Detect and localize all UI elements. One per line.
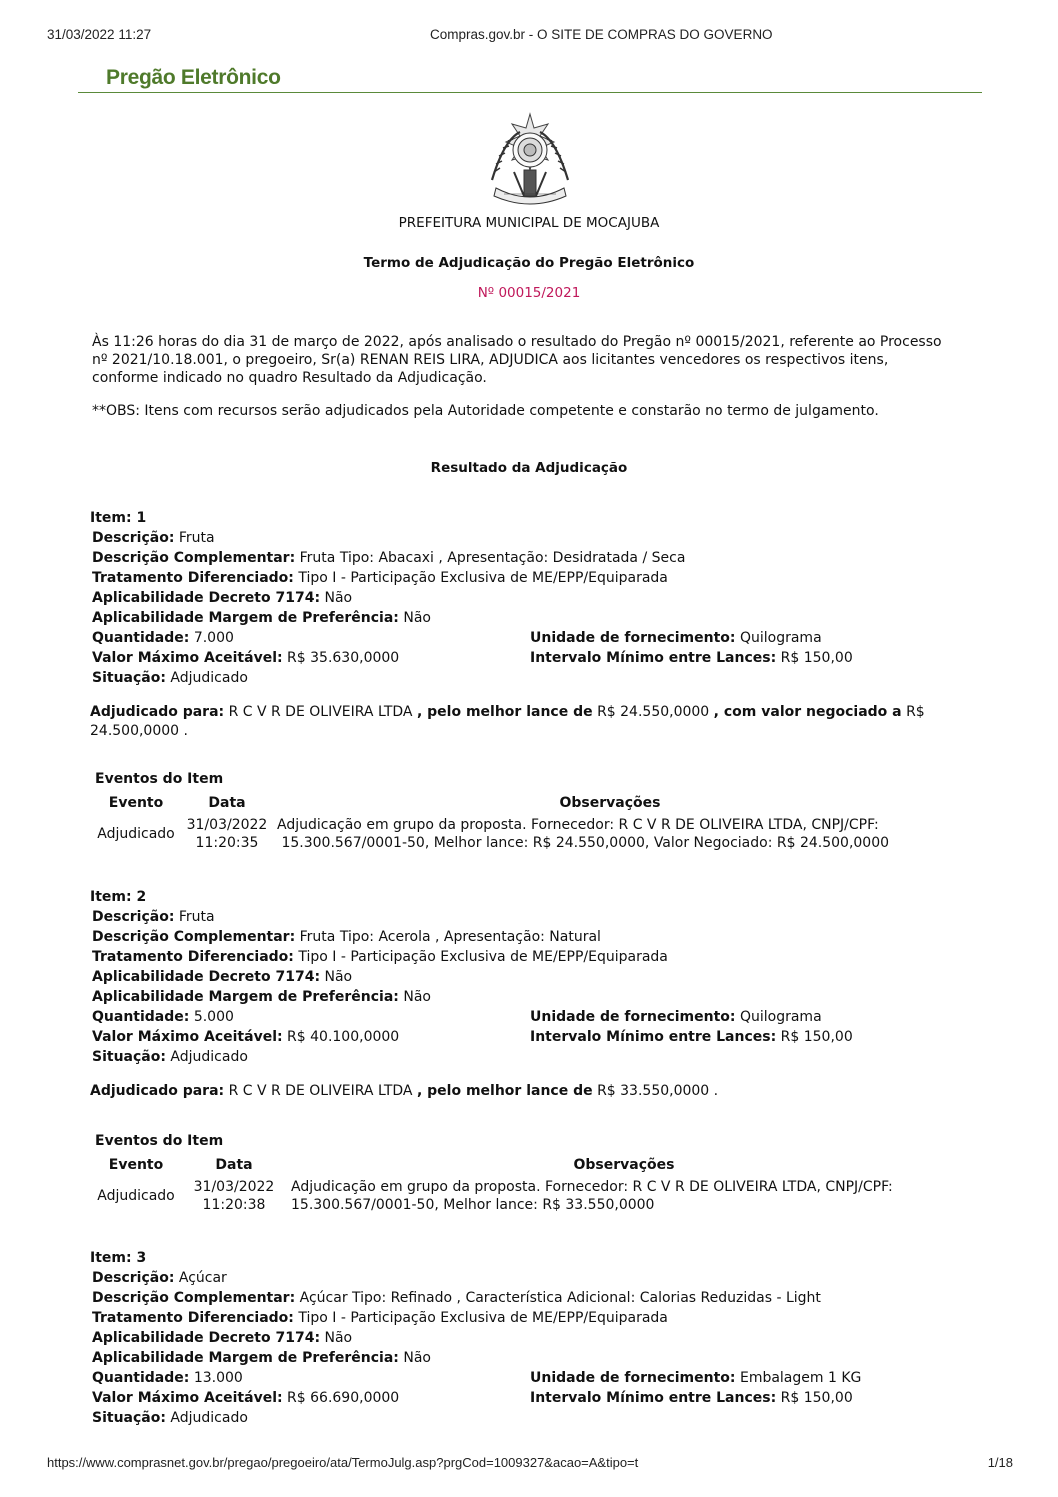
label: Descrição Complementar: <box>92 1290 296 1306</box>
table-header-row <box>92 1156 960 1177</box>
item-block-1 <box>92 508 992 688</box>
negotiated-value: R$ 24.500,0000 . <box>90 704 925 739</box>
obs-line: Adjudicação em grupo da proposta. Fornecedor: R C V R DE OLIVEIRA LTDA, CNPJ/CPF: <box>291 1179 893 1195</box>
print-site-title: Compras.gov.br - O SITE DE COMPRAS DO GOVERNO <box>430 27 773 42</box>
item-adjudication <box>90 1082 980 1101</box>
label: , com valor negociado a <box>713 704 902 720</box>
label: Descrição: <box>92 530 175 546</box>
label: Quantidade: <box>92 1370 190 1386</box>
label: Descrição Complementar: <box>92 550 296 566</box>
label: Tratamento Diferenciado: <box>92 570 294 586</box>
item-title: Item: 1 <box>90 510 147 526</box>
event-date-day: 31/03/2022 <box>193 1179 275 1195</box>
event-name: Adjudicado <box>97 826 175 842</box>
item-treatment: Tipo I - Participação Exclusiva de ME/EPP/Equiparada <box>298 949 668 965</box>
column-header: Observações <box>559 795 661 811</box>
event-date-day: 31/03/2022 <box>186 817 268 833</box>
item-decree: Não <box>324 590 353 606</box>
label: Aplicabilidade Decreto 7174: <box>92 590 321 606</box>
label: Unidade de fornecimento: <box>530 630 736 646</box>
obs-line: 15.300.567/0001-50, Melhor lance: R$ 33.550,0000 <box>291 1197 655 1213</box>
label: Intervalo Mínimo entre Lances: <box>530 1029 777 1045</box>
page-number: 1/18 <box>987 1455 1013 1470</box>
item-max-value: R$ 40.100,0000 <box>287 1029 400 1045</box>
label: Quantidade: <box>92 1009 190 1025</box>
item-complementary-description: Fruta Tipo: Abacaxi , Apresentação: Desidratada / Seca <box>299 550 686 566</box>
table-row <box>92 1177 960 1215</box>
item-block-2 <box>92 887 992 1067</box>
column-header: Evento <box>108 1157 164 1173</box>
events-title: Eventos do Item <box>95 1133 224 1149</box>
item-description: Açúcar <box>178 1270 227 1286</box>
label: Valor Máximo Aceitável: <box>92 1390 283 1406</box>
result-title: Resultado da Adjudicação <box>430 460 628 476</box>
best-bid: R$ 33.550,0000 . <box>597 1083 719 1099</box>
item-bid-interval: R$ 150,00 <box>780 650 853 666</box>
item-decree: Não <box>324 1330 353 1346</box>
label: Aplicabilidade Margem de Preferência: <box>92 989 399 1005</box>
supplier-name: R C V R DE OLIVEIRA LTDA <box>228 704 413 720</box>
label: Aplicabilidade Decreto 7174: <box>92 1330 321 1346</box>
item-quantity: 13.000 <box>193 1370 243 1386</box>
label: , pelo melhor lance de <box>416 704 593 720</box>
document-number: Nº 00015/2021 <box>477 285 581 301</box>
item-unit: Quilograma <box>739 1009 822 1025</box>
intro-paragraph: Às 11:26 horas do dia 31 de março de 2022, após analisado o resultado do Pregão nº 00015/2021, referente ao Processo nº 2021/10.18.001, o pregoeiro, Sr(a) RENAN REIS LIRA, ADJUDICA aos licitantes vencedores os respectivos itens, conforme indicado no quadro Resultado da Adjudicação. <box>92 334 942 386</box>
print-datetime: 31/03/2022 11:27 <box>47 27 152 42</box>
label: Descrição: <box>92 909 175 925</box>
column-header: Evento <box>108 795 164 811</box>
item-title: Item: 2 <box>90 889 147 905</box>
item-block-3 <box>92 1248 992 1428</box>
item-complementary-description: Fruta Tipo: Acerola , Apresentação: Natural <box>299 929 601 945</box>
item-description: Fruta <box>178 909 215 925</box>
item-quantity: 5.000 <box>193 1009 234 1025</box>
table-header-row <box>92 794 946 815</box>
label: Intervalo Mínimo entre Lances: <box>530 650 777 666</box>
item-max-value: R$ 35.630,0000 <box>287 650 400 666</box>
document-title: Termo de Adjudicação do Pregão Eletrônico <box>363 255 695 271</box>
event-date <box>180 1177 288 1215</box>
item-bid-interval: R$ 150,00 <box>780 1029 853 1045</box>
coat-of-arms-icon <box>484 110 576 210</box>
events-table <box>92 1156 960 1215</box>
item-margin: Não <box>403 989 431 1005</box>
item-bid-interval: R$ 150,00 <box>780 1390 853 1406</box>
label: Descrição Complementar: <box>92 929 296 945</box>
item-quantity: 7.000 <box>193 630 234 646</box>
label: Adjudicado para: <box>90 704 225 720</box>
label: Valor Máximo Aceitável: <box>92 1029 283 1045</box>
obs-line: Adjudicação em grupo da proposta. Fornecedor: R C V R DE OLIVEIRA LTDA, CNPJ/CPF: <box>277 817 879 833</box>
label: Descrição: <box>92 1270 175 1286</box>
label: Situação: <box>92 1410 166 1426</box>
item-unit: Quilograma <box>739 630 822 646</box>
item-decree: Não <box>324 969 353 985</box>
item-title: Item: 3 <box>90 1250 147 1266</box>
label: Aplicabilidade Margem de Preferência: <box>92 1350 399 1366</box>
label: Situação: <box>92 670 166 686</box>
label: Situação: <box>92 1049 166 1065</box>
event-name: Adjudicado <box>97 1188 175 1204</box>
label: Unidade de fornecimento: <box>530 1009 736 1025</box>
events-table <box>92 794 946 853</box>
label: Unidade de fornecimento: <box>530 1370 736 1386</box>
label: Adjudicado para: <box>90 1083 225 1099</box>
label: Tratamento Diferenciado: <box>92 949 294 965</box>
item-margin: Não <box>403 1350 431 1366</box>
item-status: Adjudicado <box>170 1410 248 1426</box>
table-row <box>92 815 946 853</box>
events-title: Eventos do Item <box>95 771 224 787</box>
item-status: Adjudicado <box>170 670 248 686</box>
label: , pelo melhor lance de <box>416 1083 593 1099</box>
supplier-name: R C V R DE OLIVEIRA LTDA <box>228 1083 413 1099</box>
event-observation <box>274 815 946 853</box>
column-header: Data <box>215 1157 253 1173</box>
item-adjudication <box>90 703 980 741</box>
event-date-time: 11:20:35 <box>195 835 259 851</box>
title-divider <box>78 92 982 93</box>
event-date <box>180 815 274 853</box>
item-unit: Embalagem 1 KG <box>739 1370 862 1386</box>
item-treatment: Tipo I - Participação Exclusiva de ME/EPP/Equiparada <box>298 1310 668 1326</box>
page-title: Pregão Eletrônico <box>106 66 281 89</box>
column-header: Data <box>208 795 246 811</box>
item-status: Adjudicado <box>170 1049 248 1065</box>
column-header: Observações <box>573 1157 675 1173</box>
item-treatment: Tipo I - Participação Exclusiva de ME/EPP/Equiparada <box>298 570 668 586</box>
organization-name: PREFEITURA MUNICIPAL DE MOCAJUBA <box>398 215 660 231</box>
label: Aplicabilidade Decreto 7174: <box>92 969 321 985</box>
print-url: https://www.comprasnet.gov.br/pregao/pregoeiro/ata/TermoJulg.asp?prgCod=1009327&acao=A&tipo=t <box>47 1455 639 1470</box>
label: Intervalo Mínimo entre Lances: <box>530 1390 777 1406</box>
item-margin: Não <box>403 610 431 626</box>
item-max-value: R$ 66.690,0000 <box>287 1390 400 1406</box>
item-description: Fruta <box>178 530 215 546</box>
label: Valor Máximo Aceitável: <box>92 650 283 666</box>
obs-line: 15.300.567/0001-50, Melhor lance: R$ 24.550,0000, Valor Negociado: R$ 24.500,0000 <box>281 835 890 851</box>
best-bid: R$ 24.550,0000 <box>597 704 710 720</box>
event-date-time: 11:20:38 <box>202 1197 266 1213</box>
label: Aplicabilidade Margem de Preferência: <box>92 610 399 626</box>
item-complementary-description: Açúcar Tipo: Refinado , Característica Adicional: Calorias Reduzidas - Light <box>299 1290 821 1306</box>
label: Tratamento Diferenciado: <box>92 1310 294 1326</box>
label: Quantidade: <box>92 630 190 646</box>
event-observation <box>288 1177 960 1215</box>
obs-paragraph: **OBS: Itens com recursos serão adjudicados pela Autoridade competente e constarão no termo de julgamento. <box>92 403 879 419</box>
